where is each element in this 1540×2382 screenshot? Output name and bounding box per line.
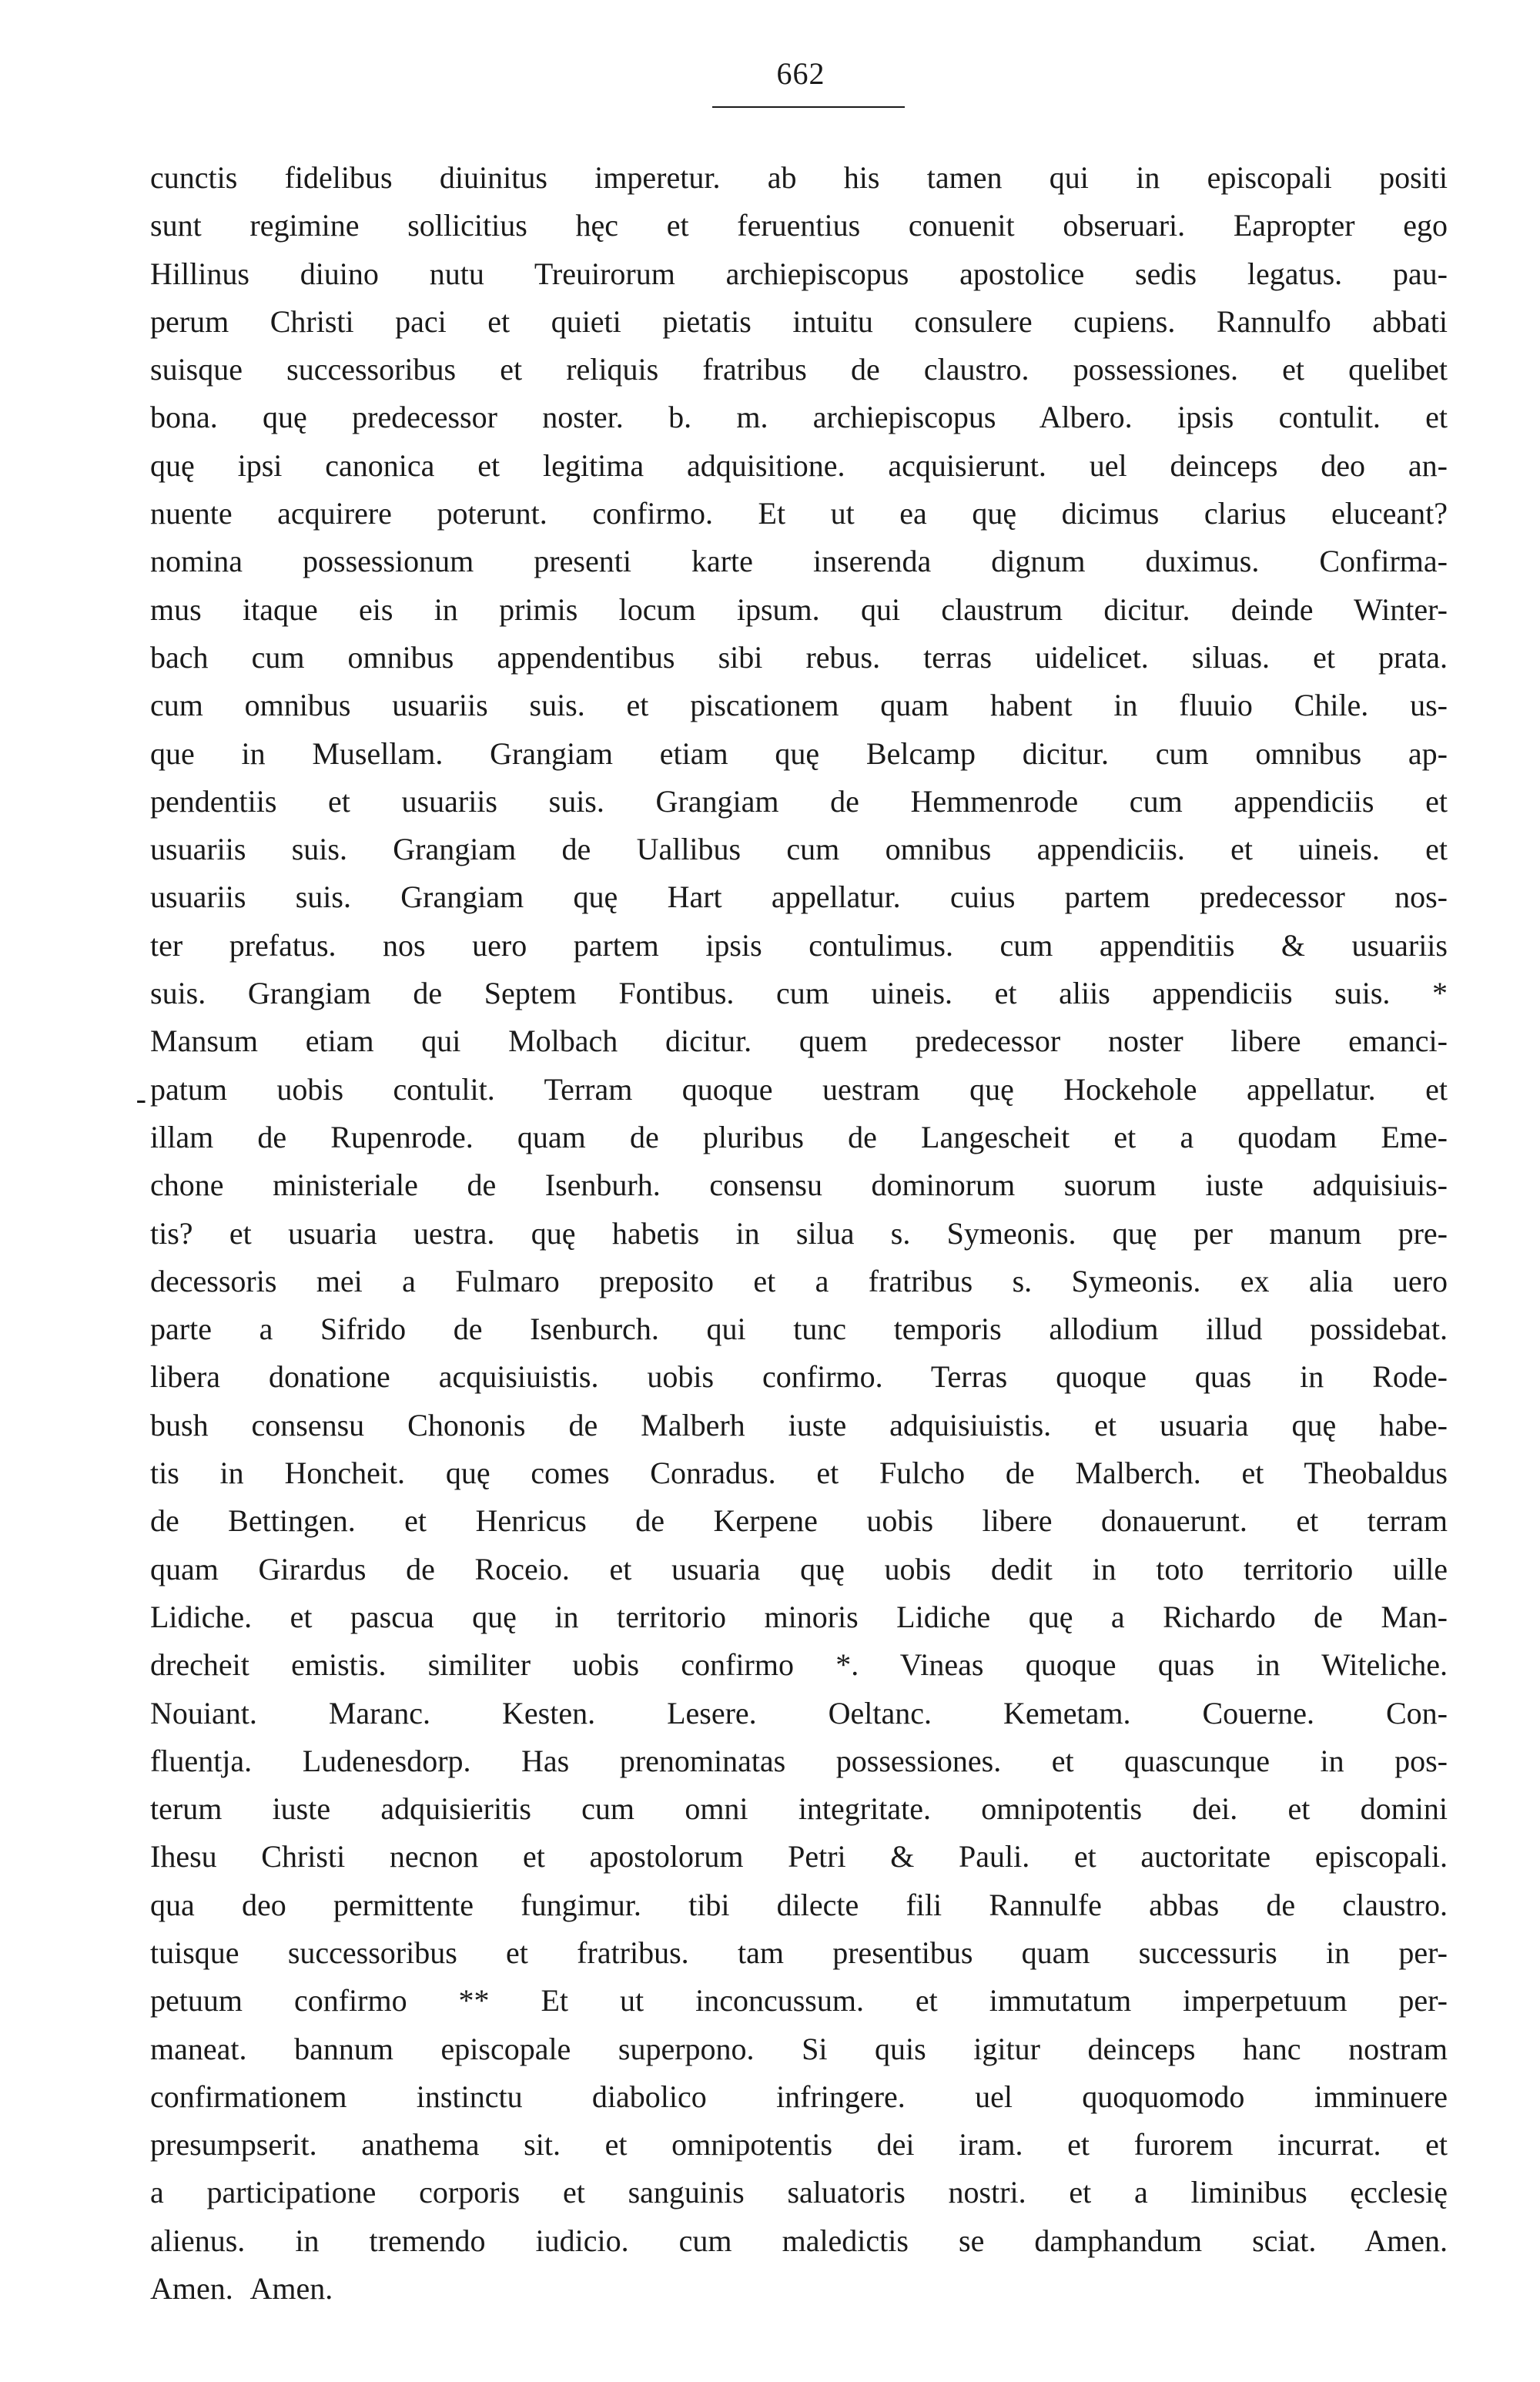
text-line: que in Musellam. Grangiam etiam quę Belcamp dicitur. cum omnibus ap-: [150, 735, 1448, 771]
text-line: sunt regimine sollicitius hęc et feruentius conuenit obseruari. Eapropter ego: [150, 208, 1448, 243]
text-line: terum iuste adquisieritis cum omni integritate. omnipotentis dei. et domini: [150, 1791, 1448, 1827]
text-line: Ihesu Christi necnon et apostolorum Petri & Pauli. et auctoritate episcopali.: [150, 1839, 1448, 1874]
text-line: Lidiche. et pascua quę in territorio minoris Lidiche quę a Richardo de Man-: [150, 1599, 1448, 1634]
text-line: libera donatione acquisiuistis. uobis confirmo. Terras quoque quas in Rode-: [150, 1359, 1448, 1395]
text-line: cunctis fidelibus diuinitus imperetur. ab his tamen qui in episcopali positi: [150, 160, 1448, 195]
text-line: tuisque successoribus et fratribus. tam presentibus quam successuris in per-: [150, 1935, 1448, 1970]
text-line: confirmationem instinctu diabolico infringere. uel quoquomodo imminuere: [150, 2079, 1448, 2114]
text-line: bach cum omnibus appendentibus sibi rebus. terras uidelicet. siluas. et prata.: [150, 639, 1448, 675]
text-line: nomina possessionum presenti karte inserenda dignum duximus. Confirma-: [150, 544, 1448, 579]
text-line: bona. quę predecessor noster. b. m. archiepiscopus Albero. ipsis contulit. et: [150, 400, 1448, 435]
text-line: Mansum etiam qui Molbach dicitur. quem predecessor noster libere emanci-: [150, 1023, 1448, 1059]
text-line: qua deo permittente fungimur. tibi dilecte fili Rannulfe abbas de claustro.: [150, 1887, 1448, 1922]
text-line: decessoris mei a Fulmaro preposito et a fratribus s. Symeonis. ex alia uero: [150, 1263, 1448, 1298]
text-line: de Bettingen. et Henricus de Kerpene uobis libere donauerunt. et terram: [150, 1503, 1448, 1539]
text-line: bush consensu Chononis de Malberh iuste adquisiuistis. et usuaria quę habe-: [150, 1407, 1448, 1442]
text-line: quam Girardus de Roceio. et usuaria quę uobis dedit in toto territorio uille: [150, 1551, 1448, 1586]
text-line: pendentiis et usuariis suis. Grangiam de Hemmenrode cum appendiciis et: [150, 783, 1448, 819]
text-line: suis. Grangiam de Septem Fontibus. cum uineis. et aliis appendiciis suis. *: [150, 976, 1448, 1011]
text-line: petuum confirmo ** Et ut inconcussum. et immutatum imperpetuum per-: [150, 1983, 1448, 2019]
margin-mark: -: [136, 1081, 146, 1116]
text-line: suisque successoribus et reliquis fratribus de claustro. possessiones. et quelibet: [150, 352, 1448, 387]
text-line: nuente acquirere poterunt. confirmo. Et ut ea quę dicimus clarius eluceant?: [150, 496, 1448, 531]
text-line: alienus. in tremendo iudicio. cum maledictis se damphandum sciat. Amen.: [150, 2223, 1448, 2258]
page-number-rule: [712, 106, 905, 108]
text-line: illam de Rupenrode. quam de pluribus de Langescheit et a quodam Eme-: [150, 1119, 1448, 1154]
text-line: quę ipsi canonica et legitima adquisitione. acquisierunt. uel deinceps deo an-: [150, 447, 1448, 483]
text-line: tis in Honcheit. quę comes Conradus. et Fulcho de Malberch. et Theobaldus: [150, 1456, 1448, 1491]
text-line: fluentja. Ludenesdorp. Has prenominatas possessiones. et quascunque in pos-: [150, 1743, 1448, 1778]
text-line: a participatione corporis et sanguinis saluatoris nostri. et a liminibus ęcclesię: [150, 2175, 1448, 2210]
text-line: mus itaque eis in primis locum ipsum. qui claustrum dicitur. deinde Winter-: [150, 591, 1448, 627]
text-line: drecheit emistis. similiter uobis confirmo *. Vineas quoque quas in Witeliche.: [150, 1647, 1448, 1683]
text-line: perum Christi paci et quieti pietatis intuitu consulere cupiens. Rannulfo abbati: [150, 303, 1448, 339]
text-line: usuariis suis. Grangiam de Uallibus cum omnibus appendiciis. et uineis. et: [150, 832, 1448, 867]
text-line: patum uobis contulit. Terram quoque uestram quę Hockehole appellatur. et: [150, 1071, 1448, 1107]
text-line: ter prefatus. nos uero partem ipsis contulimus. cum appenditiis & usuariis: [150, 927, 1448, 963]
text-line: Amen. Amen.: [150, 2271, 333, 2307]
text-line: tis? et usuaria uestra. quę habetis in silua s. Symeonis. quę per manum pre-: [150, 1215, 1448, 1251]
text-line: maneat. bannum episcopale superpono. Si quis igitur deinceps hanc nostram: [150, 2031, 1448, 2066]
text-line: presumpserit. anathema sit. et omnipotentis dei iram. et furorem incurrat. et: [150, 2127, 1448, 2163]
text-line: parte a Sifrido de Isenburch. qui tunc temporis allodium illud possidebat.: [150, 1312, 1448, 1347]
page-number: 662: [776, 56, 825, 91]
text-line: usuariis suis. Grangiam quę Hart appellatur. cuius partem predecessor nos-: [150, 879, 1448, 915]
text-line: Nouiant. Maranc. Kesten. Lesere. Oeltanc. Kemetam. Couerne. Con-: [150, 1695, 1448, 1730]
text-line: chone ministeriale de Isenburh. consensu dominorum suorum iuste adquisiuis-: [150, 1168, 1448, 1203]
body-text: [150, 154, 1448, 2313]
text-line: Hillinus diuino nutu Treuirorum archiepiscopus apostolice sedis legatus. pau-: [150, 256, 1448, 291]
text-line: cum omnibus usuariis suis. et piscationem quam habent in fluuio Chile. us-: [150, 688, 1448, 723]
